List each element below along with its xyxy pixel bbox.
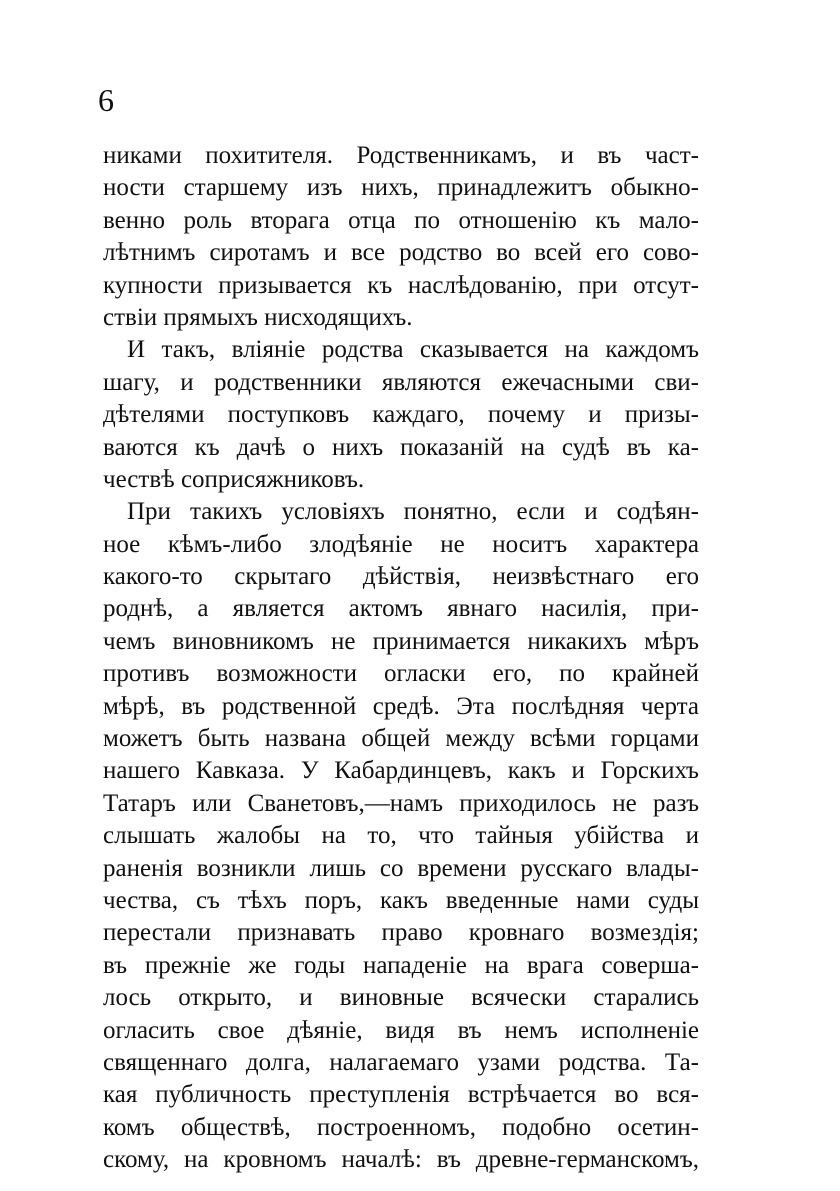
text-line: комъ обществѣ, построенномъ, подобно осетин- [103,1113,699,1141]
text-line: раненія возникли лишь со времени русскаго влады- [103,854,699,882]
text-line: перестали признавать право кровнаго возмездія; [103,919,699,947]
text-line: При такихъ условіяхъ понятно, если и содѣян- [127,498,699,526]
text-line: чества, съ тѣхъ поръ, какъ введенные нами суды [103,886,699,914]
text-line: чествѣ соприсяжниковъ. [103,465,365,493]
text-line: ствіи прямыхъ нисходящихъ. [103,303,413,331]
text-line: кая публичность преступленія встрѣчается во вся- [103,1081,699,1109]
text-line: венно роль вторага отца по отношенію къ мало- [103,206,699,234]
text-line: въ прежніе же годы нападеніе на врага соверша- [103,951,699,979]
text-line: ности старшему изъ нихъ, принадлежитъ обыкно- [103,174,699,202]
text-line: роднѣ, а является актомъ явнаго насилія, при- [103,595,699,623]
text-line: огласить свое дѣяніе, видя въ немъ исполненіе [103,1016,699,1044]
text-line: никами похитителя. Родственникамъ, и въ част- [103,142,699,169]
text-line: скому, на кровномъ началѣ: въ древне-германскомъ, [103,1146,699,1174]
text-line: купности призывается къ наслѣдованію, при отсут- [103,271,699,299]
text-line: нашего Кавказа. У Кабардинцевъ, какъ и Горскихъ [103,757,699,785]
text-line: лѣтнимъ сиротамъ и все родство во всей его сово- [103,239,699,267]
text-line: лось открыто, и виновные всячески старались [103,984,699,1012]
text-line: противъ возможности огласки его, по крайней [103,660,699,688]
body-text [103,140,699,1177]
text-line: Татаръ или Сванетовъ,—намъ приходилось не разъ [103,789,699,817]
text-line: чемъ виновникомъ не принимается никакихъ мѣръ [103,627,699,655]
text-line: И такъ, вліяніе родства сказывается на каждомъ [127,336,699,364]
text-line: можетъ быть названа общей между всѣми горцами [103,725,699,753]
text-line: священнаго долга, налагаемаго узами родства. Та- [103,1048,699,1076]
text-line: слышать жалобы на то, что тайныя убійства и [103,822,699,850]
text-line: ное кѣмъ-либо злодѣяніе не носитъ характера [103,530,699,558]
text-line: мѣрѣ, въ родственной средѣ. Эта послѣдняя черта [103,692,699,720]
text-line: шагу, и родственники являются ежечасными сви- [103,368,699,396]
text-line: какого-то скрытаго дѣйствія, неизвѣстнаго его [103,563,699,591]
text-line: дѣтелями поступковъ каждаго, почему и призы- [103,401,699,429]
page-number: 6 [98,82,114,118]
text-line: ваются къ дачѣ о нихъ показаній на судѣ въ ка- [103,433,699,461]
